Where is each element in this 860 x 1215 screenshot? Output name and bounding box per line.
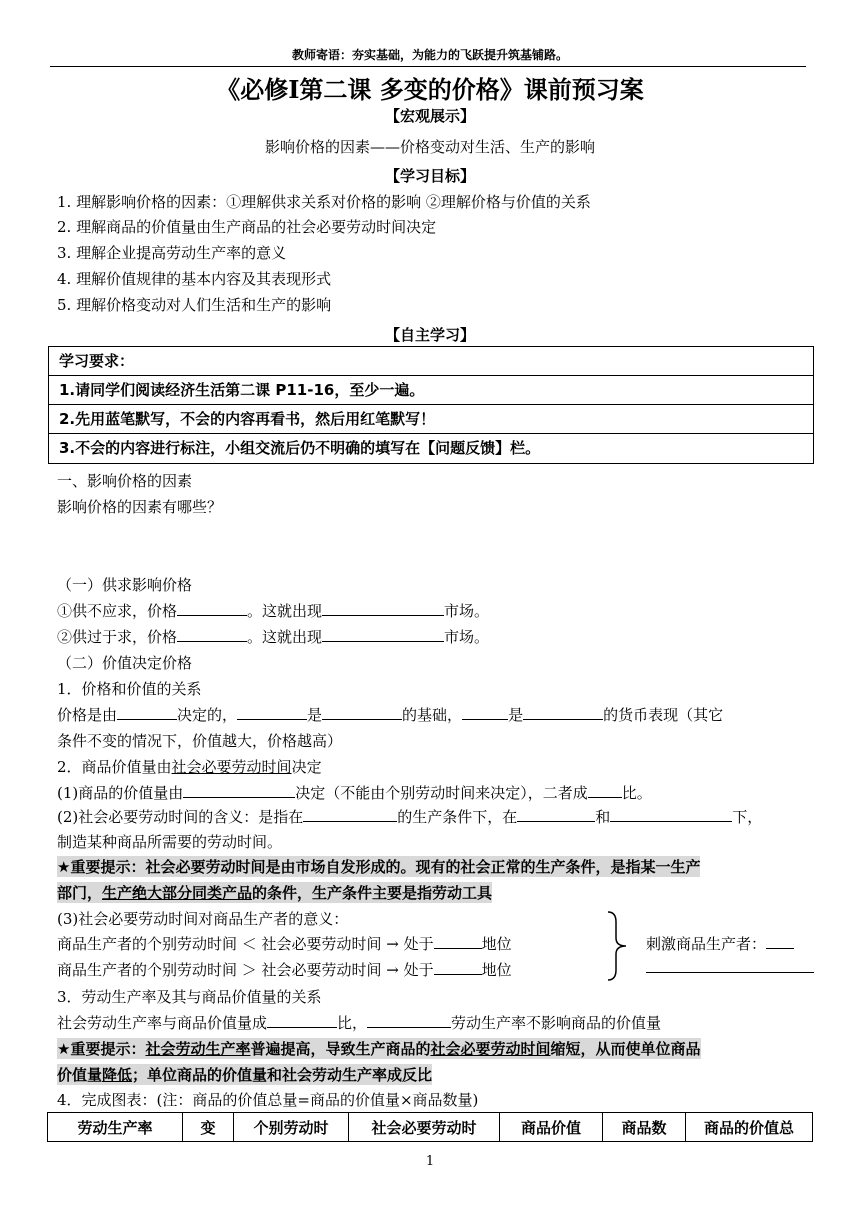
text: 。这就出现 (247, 602, 323, 620)
text: 地位 (481, 935, 512, 953)
text: ★重要提示： (57, 1040, 146, 1058)
requirement-row: 1.请同学们阅读经济生活第二课 P11-16，至少一遍。 (49, 376, 813, 405)
text: 决定（不能由个别劳动时间来决定），二者成 (295, 784, 588, 802)
meaning-heading: (3)社会必要劳动时间对商品生产者的意义： (57, 910, 349, 928)
macro-heading: 【宏观展示】 (384, 107, 475, 125)
price-value-line-2: 条件不变的情况下，价值越大，价格越高） (57, 732, 343, 750)
goal-item: 2. 理解商品的价值量由生产商品的社会必要劳动时间决定 (57, 218, 437, 236)
tip-2-line-1 (57, 1038, 701, 1059)
text: 决定的， (177, 706, 238, 724)
text: ；单位商品的价值量和社会劳动生产率成反比 (132, 1066, 433, 1084)
page-number: 1 (425, 1154, 435, 1169)
text: 下， (732, 808, 763, 826)
tip-1-line-1: ★重要提示：社会必要劳动时间是由市场自发形成的。现有的社会正常的生产条件，是指某一生产 (57, 858, 701, 876)
goal-item: 3. 理解企业提高劳动生产率的意义 (57, 244, 287, 262)
text: 社会必要劳动时间 (171, 758, 292, 776)
text: 的生产条件下，在 (397, 808, 518, 826)
point-4: 4．完成图表：(注：商品的价值总量=商品的价值量×商品数量) (57, 1091, 479, 1109)
text: 市场。 (444, 628, 490, 646)
header-rule (50, 66, 806, 67)
text: 社会劳动生产率与商品价值量成 (57, 1014, 268, 1032)
text: 决定 (291, 758, 322, 776)
goal-item: 4. 理解价值规律的基本内容及其表现形式 (57, 270, 332, 288)
macro-text: 影响价格的因素——价格变动对生活、生产的影响 (264, 138, 595, 156)
blank-field[interactable] (434, 960, 482, 975)
blank-field[interactable] (517, 807, 595, 822)
requirement-row: 2.先用蓝笔默写，不会的内容再看书，然后用红笔默写！ (49, 405, 813, 434)
table-header-row (48, 1113, 813, 1142)
table-header-cell: 劳动生产率 (48, 1113, 183, 1142)
compare-line-2 (57, 959, 512, 980)
tip-1-line-2 (57, 882, 492, 903)
text: 的基础， (402, 706, 463, 724)
requirement-row: 3.不会的内容进行标注，小组交流后仍不明确的填写在【问题反馈】栏。 (59, 439, 541, 457)
blank-field[interactable] (267, 1013, 337, 1028)
blank-field[interactable] (322, 705, 402, 720)
blank-field[interactable] (177, 627, 247, 642)
blank-field[interactable] (588, 783, 622, 798)
table-header-cell: 社会必要劳动时 (349, 1113, 500, 1142)
blank-field[interactable] (610, 807, 732, 822)
text: 和 (595, 808, 611, 826)
table-header-cell: 个别劳动时 (234, 1113, 349, 1142)
text: (2)社会必要劳动时间的含义：是指在 (57, 808, 304, 826)
brace-icon (604, 910, 632, 982)
text: ①供不应求，价格 (57, 602, 178, 620)
text: 降低 (102, 1066, 133, 1084)
goal-item: 5. 理解价格变动对人们生活和生产的影响 (57, 296, 332, 314)
page-title: 《必修Ⅰ第二课 多变的价格》课前预习案 (216, 75, 644, 104)
text: 生产绝大部分同类产品 (102, 884, 253, 902)
blank-field[interactable] (434, 934, 482, 949)
blank-field[interactable] (523, 705, 603, 720)
text: (1)商品的价值量由 (57, 784, 184, 802)
text: 比。 (621, 784, 652, 802)
question: 影响价格的因素有哪些？ (57, 498, 223, 516)
productivity-line (57, 1012, 661, 1033)
text: 商品生产者的个别劳动时间 ＜ 社会必要劳动时间 → 处于 (57, 935, 434, 953)
goals-heading: 【学习目标】 (384, 167, 475, 185)
blank-field[interactable] (183, 783, 295, 798)
point-1: 1．价格和价值的关系 (57, 680, 202, 698)
text: 2．商品价值量由 (57, 758, 172, 776)
text: ②供过于求，价格 (57, 628, 178, 646)
table-header-cell: 变 (183, 1113, 234, 1142)
text: 商品生产者的个别劳动时间 ＞ 社会必要劳动时间 → 处于 (57, 961, 434, 979)
table-header-cell: 商品的价值总 (686, 1113, 813, 1142)
subsection-supply: （一）供求影响价格 (57, 576, 193, 594)
text: 普遍提高，导致生产商品的 (250, 1040, 431, 1058)
text: 价值量 (57, 1066, 103, 1084)
requirements-box (48, 346, 814, 464)
point-2 (57, 756, 322, 777)
text: 的条件，生产条件主要是指劳动工具 (252, 884, 493, 902)
text: 劳动生产率不影响商品的价值量 (451, 1014, 662, 1032)
blank-field[interactable] (177, 601, 247, 616)
text: 地位 (481, 961, 512, 979)
blank-field[interactable] (367, 1013, 451, 1028)
value-line-3: 制造某种商品所需要的劳动时间。 (57, 833, 283, 851)
compare-line-1 (57, 933, 512, 954)
self-study-heading: 【自主学习】 (384, 326, 475, 344)
value-line-2 (57, 806, 762, 827)
blank-field[interactable] (766, 934, 794, 949)
text: 是 (307, 706, 323, 724)
table-header-cell: 商品数 (603, 1113, 686, 1142)
stimulate-label (646, 933, 794, 954)
blank-field[interactable] (462, 705, 508, 720)
text: 价格是由 (57, 706, 118, 724)
text: 市场。 (444, 602, 490, 620)
data-table (47, 1112, 813, 1142)
tip-2-line-2 (57, 1064, 432, 1085)
price-value-line (57, 704, 723, 725)
text: 社会必要劳动时间 (430, 1040, 551, 1058)
text: 社会劳动生产率 (145, 1040, 251, 1058)
blank-field[interactable] (322, 627, 444, 642)
text: 。这就出现 (247, 628, 323, 646)
text: 部门， (57, 884, 103, 902)
goal-item: 1. 理解影响价格的因素：①理解供求关系对价格的影响 ②理解价格与价值的关系 (57, 193, 591, 211)
table-header-cell: 商品价值 (500, 1113, 603, 1142)
blank-field[interactable] (237, 705, 307, 720)
blank-field[interactable] (646, 972, 814, 973)
text: 是 (508, 706, 524, 724)
text: 缩短，从而使单位商品 (550, 1040, 701, 1058)
section-title: 一、影响价格的因素 (57, 472, 193, 490)
blank-field[interactable] (117, 705, 177, 720)
supply-line-2 (57, 626, 489, 647)
point-3: 3．劳动生产率及其与商品价值量的关系 (57, 988, 322, 1006)
requirement-row: 学习要求： (49, 347, 813, 376)
supply-line-1 (57, 600, 489, 621)
subsection-value: （二）价值决定价格 (57, 654, 193, 672)
text: 比， (337, 1014, 368, 1032)
blank-field[interactable] (322, 601, 444, 616)
text: 刺激商品生产者： (646, 935, 767, 953)
value-line-1 (57, 782, 652, 803)
text: 的货币表现（其它 (603, 706, 724, 724)
header-motto: 教师寄语：夯实基础，为能力的飞跃提升筑基铺路。 (291, 48, 568, 62)
blank-field[interactable] (303, 807, 397, 822)
